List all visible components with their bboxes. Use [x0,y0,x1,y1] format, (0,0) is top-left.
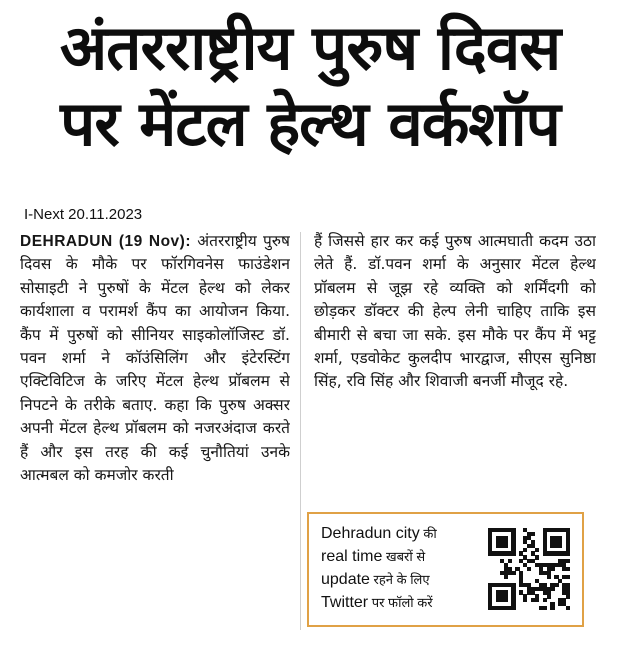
qr-module [535,548,539,552]
qr-module [504,598,508,602]
promo-line-2-hi: खबरों से [382,549,426,564]
qr-module [558,544,562,548]
qr-module [511,551,515,555]
qr-module [547,594,551,598]
qr-module [527,567,531,571]
article-body-left: अंतरराष्ट्रीय पुरुष दिवस के मौके पर फॉरगिवनेस फाउंडेशन सोसाइटी ने पुरुषों के मेंटल हेल्थ को लेकर कार्यशाला व परामर्श कैंप का आयोजन किया. कैंप में पुरुषों को सीनियर साइकोलॉजिस्ट डॉ. पवन शर्मा ने कॉउंसिलिंग और इंटेरस्टिंग एक्टिविटिज के जरिए मेंटल हेल्थ प्रॉबलम से निपटने के तरीके बताए. कहा कि पुरुष अक्सर अपनी मेंटल हेल्थ प्रॉबलम को नजरअंदाज करते हैं और इस तरह की कई चुनौतियां उनके आत्मबल को कमजोर करती [20,232,290,485]
qr-module [511,606,515,610]
qr-module [543,598,547,602]
qr-module [554,583,558,587]
qr-module [550,606,554,610]
qr-module [504,575,508,579]
qr-module [550,567,554,571]
qr-module [566,567,570,571]
article-body-right: हैं जिससे हार कर कई पुरुष आत्मघाती कदम उठा लेते हैं. डॉ.पवन शर्मा के अनुसार मेंटल हेल्थ प्रॉबलम से जूझ रहे व्यक्ति को शर्मिंदगी को छोड़कर डॉक्टर की हेल्प लेनी चाहिए ताकि इस बीमारी से बचा जा सके. इस मौके पर कैंप में भट्ट शर्मा, एडवोकेट कुलदीप भारद्वाज, सीएस सुनिष्ठा सिंह, रवि सिंह और शिवाजी बनर्जी मौजूद रहे. [314,232,596,391]
qr-module [523,548,527,552]
headline [8,10,612,162]
headline-line-1: अंतरराष्ट्रीय पुरुष दिवस [59,11,561,84]
promo-line-1-en: Dehradun city [321,525,420,542]
source-credit: I-Next 20.11.2023 [24,206,143,223]
headline-line-2: पर मेंटल हेल्थ वर्कशॉप [60,87,560,160]
qr-module [535,555,539,559]
qr-module [566,575,570,579]
qr-module [508,559,512,563]
qr-module [566,594,570,598]
promo-line-4-hi: पर फॉलो करें [368,595,433,610]
qr-module [511,571,515,575]
qr-module [523,598,527,602]
promo-line-3-hi: रहने के लिए [369,572,430,587]
column-divider [300,232,301,630]
qr-module [566,606,570,610]
article-column-left [20,230,290,640]
promo-line-1-hi: की [419,526,437,541]
promo-text [321,522,481,614]
qr-module [535,598,539,602]
promo-line-4-en: Twitter [321,594,369,611]
qr-module [547,575,551,579]
qr-module [543,606,547,610]
qr-module [566,551,570,555]
article-column-right [314,230,596,492]
dateline: DEHRADUN (19 Nov): [20,233,191,250]
qr-code-icon[interactable] [488,528,570,610]
twitter-promo-box [307,512,584,627]
promo-line-3-en: update [321,571,370,588]
qr-module [566,559,570,563]
qr-module [550,587,554,591]
qr-module [504,544,508,548]
promo-line-2-en: real time [321,548,383,565]
qr-module [531,532,535,536]
